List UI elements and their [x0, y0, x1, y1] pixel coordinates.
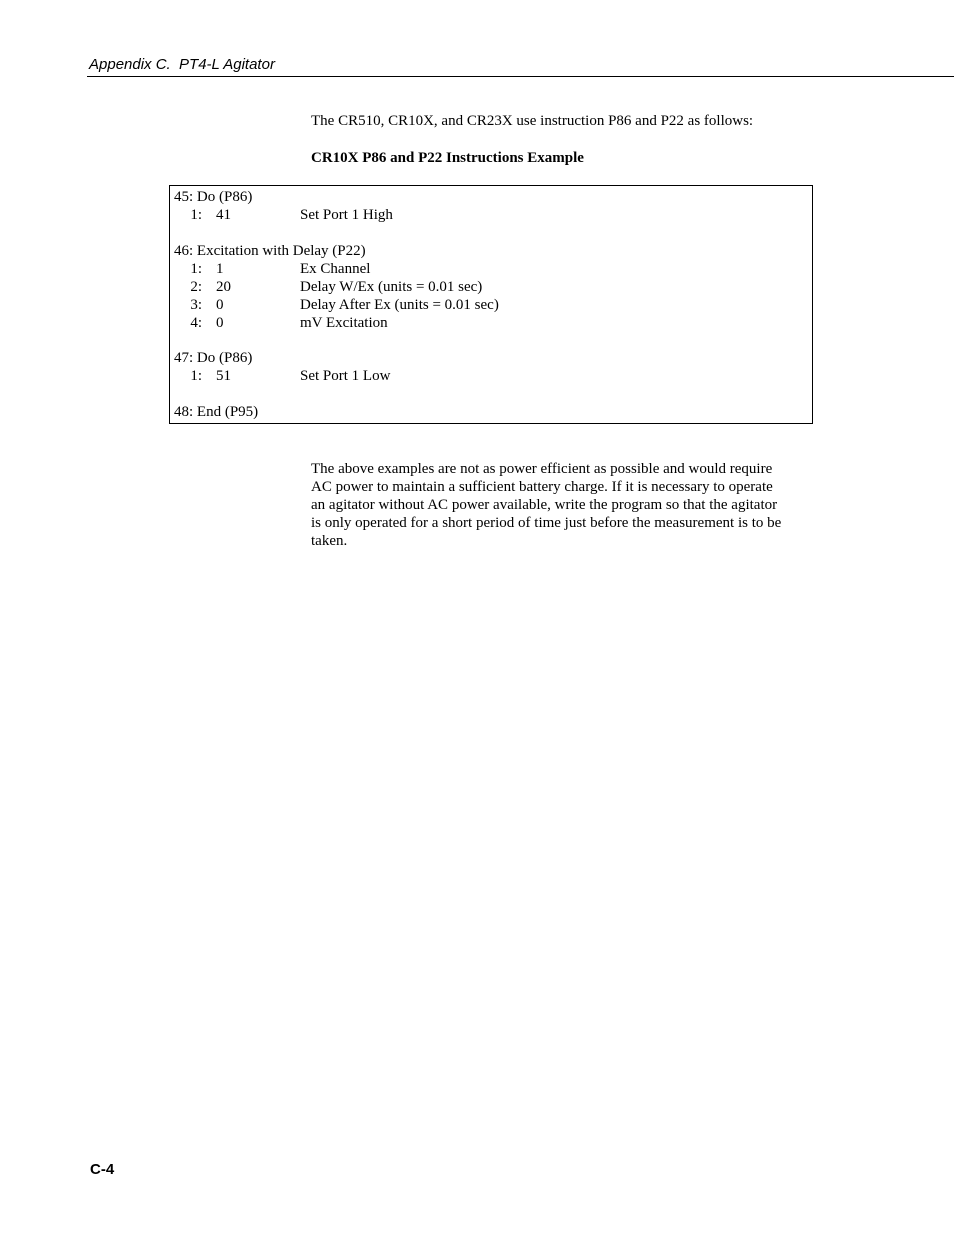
- header-divider: [87, 76, 954, 77]
- intro-paragraph: The CR510, CR10X, and CR23X use instruction P86 and P22 as follows:: [311, 113, 754, 129]
- param-description: mV Excitation: [300, 315, 388, 331]
- param-index: 1:: [190, 207, 202, 223]
- param-description: Set Port 1 Low: [300, 368, 391, 384]
- closing-paragraph: [311, 460, 811, 550]
- page-header-title: Appendix C. PT4-L Agitator: [89, 56, 275, 73]
- param-description: Delay After Ex (units = 0.01 sec): [300, 297, 499, 313]
- param-description: Ex Channel: [300, 261, 371, 277]
- example-title: CR10X P86 and P22 Instructions Example: [311, 150, 584, 166]
- instruction-heading: 46: Excitation with Delay (P22): [174, 243, 366, 259]
- param-description: Set Port 1 High: [300, 207, 393, 223]
- closing-line: The above examples are not as power efficient as possible and would require: [311, 461, 773, 477]
- closing-line: AC power to maintain a sufficient battery charge. If it is necessary to operate: [311, 479, 773, 495]
- param-value: 41: [216, 207, 231, 223]
- param-index: 1:: [190, 368, 202, 384]
- instruction-heading: 45: Do (P86): [174, 189, 253, 205]
- param-index: 1:: [190, 261, 202, 277]
- param-index: 4:: [190, 315, 202, 331]
- param-value: 0: [216, 297, 224, 313]
- param-value: 20: [216, 279, 231, 295]
- closing-line: taken.: [311, 533, 348, 549]
- param-value: 0: [216, 315, 224, 331]
- instruction-heading: 48: End (P95): [174, 404, 259, 420]
- param-index: 2:: [190, 279, 202, 295]
- closing-line: an agitator without AC power available, write the program so that the agitator: [311, 497, 778, 513]
- param-index: 3:: [190, 297, 202, 313]
- program-listing-box: [169, 185, 813, 424]
- param-value: 51: [216, 368, 231, 384]
- param-value: 1: [216, 261, 224, 277]
- param-description: Delay W/Ex (units = 0.01 sec): [300, 279, 483, 295]
- page-number: C-4: [90, 1161, 115, 1178]
- instruction-heading: 47: Do (P86): [174, 350, 253, 366]
- closing-line: is only operated for a short period of time just before the measurement is to be: [311, 515, 782, 531]
